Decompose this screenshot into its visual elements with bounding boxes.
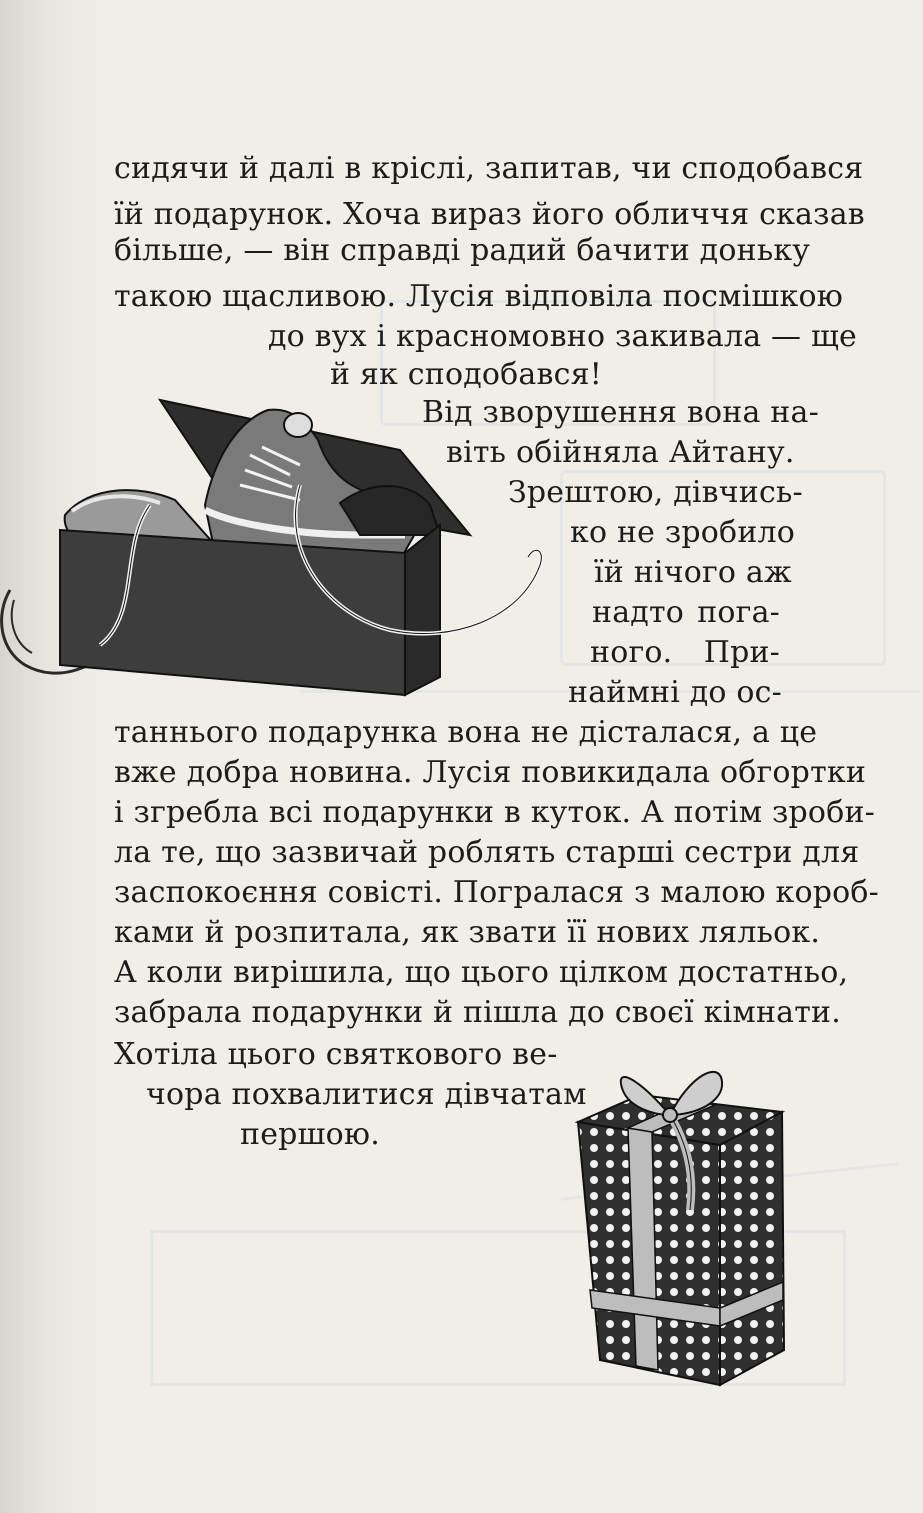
text-line: сидячи й далі в кріслі, запитав, чи сподобався	[114, 151, 864, 186]
text-line: ками й розпитала, як звати її нових ляльок.	[114, 915, 821, 950]
text-line: першою.	[240, 1117, 380, 1152]
text-line: до вух і красномовно закивала — ще	[268, 319, 858, 354]
sneakers-in-shoebox-illustration	[0, 385, 560, 705]
text-line: віть обійняла Айтану.	[446, 435, 795, 470]
text-line: ного. При-	[590, 635, 780, 670]
text-line: заспокоєння совісті. Погралася з малою короб-	[114, 875, 879, 910]
text-line: А коли вирішила, що цього цілком достатньо,	[114, 955, 849, 990]
text-line: наймні до ос-	[568, 675, 783, 710]
page-gutter-shadow	[0, 0, 110, 1513]
text-line: їй нічого аж	[594, 555, 792, 590]
text-line: і згребла всі подарунки в куток. А потім зроби-	[114, 795, 875, 830]
polka-dot-gift-box-illustration	[570, 1060, 800, 1390]
text-line: їй подарунок. Хоча вираз його обличчя сказав	[114, 197, 865, 232]
text-line: більше, — він справді радий бачити доньку	[114, 233, 811, 268]
text-line: Хотіла цього святкового ве-	[114, 1037, 558, 1072]
text-line: й як сподобався!	[330, 357, 602, 392]
text-line: ко не зробило	[570, 515, 796, 550]
text-line: чора похвалитися дівчатам	[146, 1077, 587, 1112]
text-line: забрала подарунки й пішла до своєї кімнати.	[114, 995, 841, 1030]
text-line: вже добра новина. Лусія повикидала обгортки	[114, 755, 867, 790]
text-line: ла те, що зазвичай роблять старші сестри для	[114, 835, 860, 870]
text-line: такою щасливою. Лусія відповіла посмішкою	[114, 279, 844, 314]
text-line: Зрештою, дівчись-	[508, 475, 803, 510]
text-line: таннього подарунка вона не дісталася, а це	[114, 715, 818, 750]
text-line: Від зворушення вона на-	[422, 395, 819, 430]
text-line: надто пога-	[592, 595, 780, 630]
